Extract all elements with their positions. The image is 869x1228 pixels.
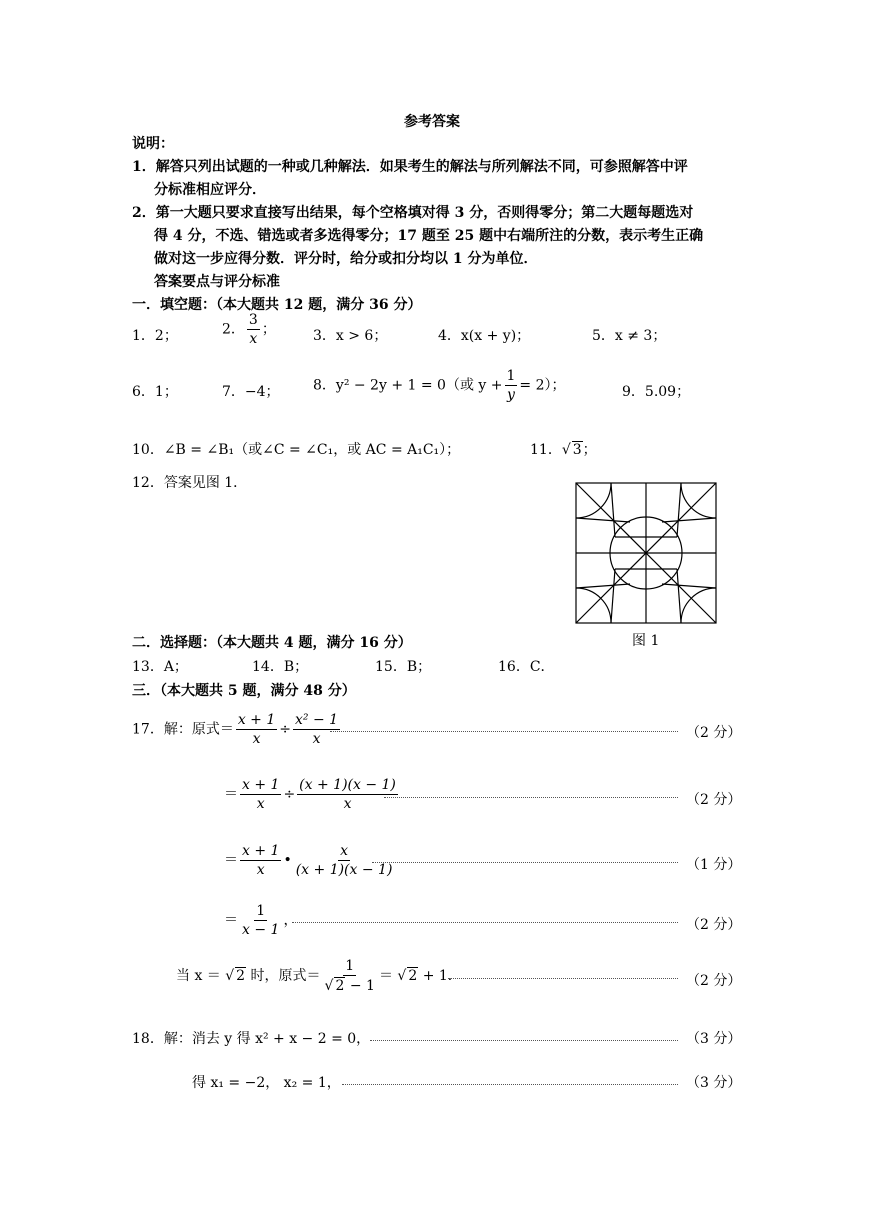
explain-item2-line2: 得 4 分，不选、错选或者多选得零分；17 题至 25 题中右端所注的分数，表示考生正确 (154, 228, 704, 244)
answer-8: 8．y² − 2y + 1 = 0（或 y + $\frac{1}{y}$ = 2）； (313, 368, 566, 404)
answer-6: 6．1； (132, 384, 178, 400)
figure-caption: 图 1 (632, 633, 660, 649)
explain-heading: 说明： (132, 136, 174, 152)
q17-line5: 当 x ＝ √ 2 时，原式＝ $\frac{1}{√ 2 - 1}$ ＝ √ 2 + 1． (176, 958, 462, 995)
explain-item2-line3: 做对这一步应得分数．评分时，给分或扣分均以 1 分为单位． (154, 251, 538, 267)
dot-leader (292, 922, 678, 923)
dot-leader (342, 1084, 678, 1085)
q17-line3: ＝ $\frac{x + 1}{x}$ • $\frac{x}{(x + 1)(x - 1)}$ (224, 843, 393, 879)
q17-line4: ＝ $\frac{1}{x - 1}$ ， (224, 903, 298, 939)
answer-16: 16．C． (498, 659, 555, 675)
score: （2 分） (686, 917, 742, 933)
fraction: $\frac{x + 1}{x}$ (237, 712, 276, 748)
answer-7: 7．−4； (222, 384, 280, 400)
section1-heading: 一．填空题：（本大题共 12 题，满分 36 分） (132, 297, 422, 313)
fraction: $\frac{x}{(x + 1)(x - 1)}$ (295, 843, 393, 879)
explain-item2-line1: 2．第一大题只要求直接写出结果，每个空格填对得 3 分，否则得零分；第二大题每题选对 (132, 205, 694, 221)
fraction: $\frac{1}{√ 2 - 1}$ (324, 958, 375, 995)
answer-14: 14．B； (252, 659, 309, 675)
score: （2 分） (686, 973, 742, 989)
score: （3 分） (686, 1031, 742, 1047)
answer-9: 9．5.09； (622, 384, 691, 400)
answer-4: 4．x(x + y)； (438, 328, 531, 344)
dot-leader (370, 1040, 678, 1041)
section2-heading: 二．选择题：（本大题共 4 题，满分 16 分） (132, 635, 412, 651)
score: （1 分） (686, 857, 742, 873)
fraction: $\frac{(x + 1)(x - 1)}{x}$ (299, 777, 396, 813)
fraction: $\frac{1}{x - 1}$ (242, 903, 280, 939)
fraction: $\frac{3}{x}$ (248, 312, 258, 348)
answer-15: 15．B； (375, 659, 432, 675)
answer-12: 12．答案见图 1． (132, 475, 248, 491)
explain-item1-line1: 1．解答只列出试题的一种或几种解法．如果考生的解法与所列解法不同，可参照解答中评 (132, 159, 688, 175)
fraction: $\frac{1}{y}$ (506, 368, 516, 404)
answer-3: 3．x > 6； (313, 328, 388, 344)
answer-5: 5．x ≠ 3； (592, 328, 667, 344)
q17-line1: 17．解：原式＝ $\frac{x + 1}{x}$ ÷ $\frac{\text{x² − 1}}{x}$ (132, 712, 339, 748)
figure-1 (575, 482, 718, 624)
dot-leader (372, 862, 678, 863)
fraction: $\frac{x + 1}{x}$ (242, 843, 280, 879)
explain-item1-line2: 分标准相应评分． (154, 182, 266, 198)
page-title: 参考答案 (404, 114, 460, 130)
answer-1: 1．2； (132, 328, 178, 344)
answer-2: 2． $\frac{3}{x}$ ； (222, 312, 276, 348)
dot-leader (384, 797, 678, 798)
explain-item3: 答案要点与评分标准 (154, 274, 280, 290)
fraction: $\frac{x + 1}{x}$ (242, 777, 280, 813)
q17-line2: ＝ $\frac{x + 1}{x}$ ÷ $\frac{(x + 1)(x - 1)}{x}$ (224, 777, 396, 813)
q18-line2: 得 x₁ = −2， x₂ = 1， (192, 1075, 341, 1091)
dot-leader (448, 978, 678, 979)
score: （2 分） (686, 792, 742, 808)
dot-leader (330, 731, 678, 732)
score: （2 分） (686, 725, 742, 741)
fraction: $\frac{\text{x² − 1}}{x}$ (295, 712, 339, 748)
answer-11: 11．√ 3； (530, 442, 597, 458)
answer-13: 13．A； (132, 659, 188, 675)
q18-line1: 18．解：消去 y 得 x² + x − 2 = 0， (132, 1031, 371, 1047)
score: （3 分） (686, 1075, 742, 1091)
section3-heading: 三．（本大题共 5 题，满分 48 分） (132, 683, 356, 699)
answer-10: 10．∠B = ∠B₁（或∠C = ∠C₁，或 AC = A₁C₁）； (132, 442, 461, 458)
